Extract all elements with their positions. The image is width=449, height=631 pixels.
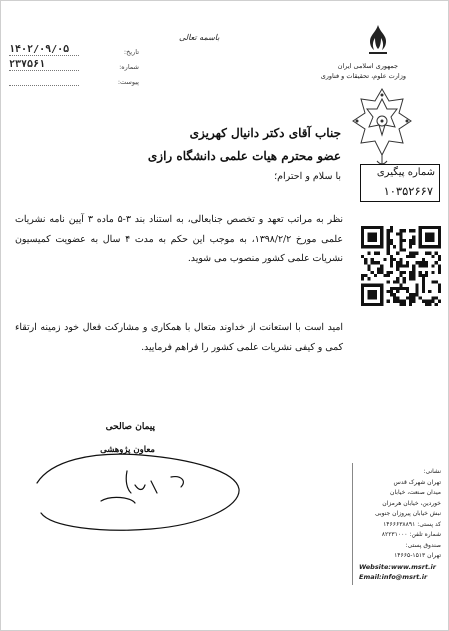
- ministry-name: [321, 61, 406, 81]
- number-value: ۲۳۷۵۶۱: [9, 59, 79, 71]
- basmala: باسمه تعالی: [179, 33, 220, 42]
- po-box-label: صندوق پستی:: [405, 541, 441, 549]
- recipient-title: عضو محترم هیات علمی دانشگاه رازی: [147, 149, 341, 163]
- handwritten-signature: [31, 441, 246, 536]
- email-link[interactable]: Email:info@msrt.ir: [359, 573, 428, 581]
- footer-address: [359, 467, 441, 583]
- address-label: نشانی:: [423, 468, 441, 475]
- address-line: خوردین، خیابان هرمزان: [382, 499, 441, 507]
- signer-title: معاون پژوهشی: [100, 445, 155, 455]
- ornament-icon: [349, 85, 415, 169]
- attachment-value: [9, 76, 79, 86]
- date-value: ۱۴۰۲/۰۹/۰۵: [9, 44, 79, 56]
- attachment-row: [9, 71, 139, 86]
- po-box-value: تهران ۱۵۱۳-۱۴۶۶۵: [394, 552, 441, 559]
- tracking-box: [360, 164, 440, 202]
- paragraph-2: امید است با استعانت از خداوند متعال با همکاری و مشارکت فعال خود زمینه ارتقاء کمی و کیفی نشریات علمی کشور را فراهم فرمایید.: [15, 322, 343, 353]
- paragraph-1: نظر به مراتب تعهد و تخصص جنابعالی، به استناد بند ۳-۵ ماده ۳ آیین نامه نشریات علمی مورخ ۱۳۹۸/۲/۲، به موجب این حکم به مدت ۴ سال به عضویت کمیسیون نشریات علمی کشور منصوب می شوید.: [15, 214, 344, 264]
- government-line1: جمهوری اسلامی ایران: [337, 62, 398, 70]
- greeting: با سلام و احترام؛: [274, 171, 341, 182]
- attachment-label: پیوست:: [117, 78, 139, 86]
- address-line: نبش خیابان پیروزان جنوبی: [374, 510, 441, 517]
- date-label: تاریخ:: [123, 48, 139, 56]
- address-line: تهران شهرک قدس: [393, 478, 441, 486]
- qr-code: [361, 226, 441, 306]
- letter-meta: [9, 41, 139, 86]
- number-label: شماره:: [119, 63, 139, 71]
- tracking-number: ۱۰۳۵۲۶۶۷: [383, 184, 433, 198]
- postal-code: کد پستی: ۱۴۶۶۶۳۸۸۹۱: [383, 520, 441, 528]
- date-row: [9, 41, 139, 56]
- phone-number: شماره تلفن: ۸۲۲۳۱۰۰۰: [381, 531, 441, 538]
- website-link[interactable]: Website:www.msrt.ir: [359, 562, 436, 571]
- footer-divider: [352, 463, 353, 585]
- address-line: میدان صنعت، خیابان: [390, 489, 441, 496]
- recipient-name: جناب آقای دکتر دانیال کهریزی: [189, 126, 341, 140]
- government-line2: وزارت علوم، تحقیقات و فناوری: [320, 72, 406, 80]
- signer-name: پیمان صالحی: [105, 422, 155, 432]
- tracking-label: شماره پیگیری: [376, 167, 435, 178]
- iran-emblem-icon: [363, 23, 393, 57]
- number-row: [9, 56, 139, 71]
